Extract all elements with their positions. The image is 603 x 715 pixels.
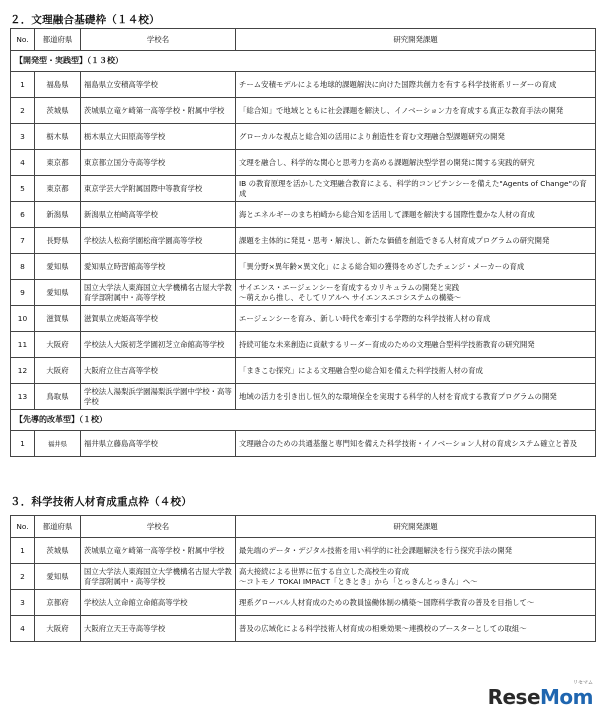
row-school: 福井県立藤島高等学校 [81, 431, 236, 457]
header-prefecture: 都道府県 [35, 29, 81, 51]
row-school: 愛知県立時習館高等学校 [81, 254, 236, 280]
group-row [11, 410, 596, 431]
group-row [11, 51, 596, 72]
row-prefecture: 大阪府 [35, 358, 81, 384]
header-prefecture: 都道府県 [35, 516, 81, 538]
section-title-kagaku: ３．科学技術人材育成重点枠（４校） [10, 496, 192, 508]
row-prefecture: 大阪府 [35, 616, 81, 642]
row-theme: 課題を主体的に発見・思考・解決し、新たな価値を創造できる人材育成プログラムの研究開発 [236, 228, 596, 254]
table-row [11, 280, 596, 306]
row-number: 8 [11, 254, 35, 280]
row-theme: 理系グローバル人材育成のための教員協働体制の構築～国際科学教育の普及を目指して～ [236, 590, 596, 616]
row-number: 6 [11, 202, 35, 228]
row-school: 福島県立安積高等学校 [81, 72, 236, 98]
row-number: 1 [11, 538, 35, 564]
row-prefecture: 茨城県 [35, 538, 81, 564]
table-row [11, 72, 596, 98]
table-kagaku [10, 515, 596, 642]
logo-text-rese: Rese [487, 685, 541, 709]
table-row [11, 98, 596, 124]
row-number: 7 [11, 228, 35, 254]
header-theme: 研究開発課題 [236, 516, 596, 538]
row-number: 13 [11, 384, 35, 410]
row-school: 国立大学法人東海国立大学機構名古屋大学教育学部附属中・高等学校 [81, 280, 236, 306]
table-row [11, 358, 596, 384]
row-prefecture: 福井県 [35, 431, 81, 457]
header-no: No. [11, 516, 35, 538]
table-row [11, 254, 596, 280]
table-row [11, 564, 596, 590]
row-theme: サイエンス・エージェンシーを育成するカリキュラムの開発と実践 ～萌えから推し、そしてリアルへ サイエンスエコシステムの構築～ [236, 280, 596, 306]
row-theme: 「総合知」で地域とともに社会課題を解決し、イノベーション力を育成する真正な教育手法の開発 [236, 98, 596, 124]
row-number: 4 [11, 616, 35, 642]
row-prefecture: 滋賀県 [35, 306, 81, 332]
table-kagaku-body [11, 538, 596, 642]
row-theme: チーム安積モデルによる地球的課題解決に向けた国際共創力を有する科学技術系リーダーの育成 [236, 72, 596, 98]
table-row [11, 306, 596, 332]
header-no: No. [11, 29, 35, 51]
row-theme: エージェンシーを育み、新しい時代を牽引する学際的な科学技術人材の育成 [236, 306, 596, 332]
row-number: 2 [11, 564, 35, 590]
row-prefecture: 愛知県 [35, 564, 81, 590]
row-prefecture: 長野県 [35, 228, 81, 254]
row-number: 12 [11, 358, 35, 384]
row-prefecture: 愛知県 [35, 254, 81, 280]
group-label: 【先導的改革型】（１校） [11, 410, 596, 431]
row-school: 滋賀県立虎姫高等学校 [81, 306, 236, 332]
row-theme: 持続可能な未来創造に貢献するリーダー育成のための文理融合型科学技術教育の研究開発 [236, 332, 596, 358]
table-row [11, 150, 596, 176]
row-number: 10 [11, 306, 35, 332]
row-school: 新潟県立柏崎高等学校 [81, 202, 236, 228]
row-school: 学校法人湯梨浜学園湯梨浜学園中学校・高等学校 [81, 384, 236, 410]
row-school: 茨城県立竜ケ崎第一高等学校・附属中学校 [81, 538, 236, 564]
row-number: 3 [11, 124, 35, 150]
header-school: 学校名 [81, 29, 236, 51]
row-school: 学校法人松商学園松商学園高等学校 [81, 228, 236, 254]
row-number: 2 [11, 98, 35, 124]
row-theme: 「まきこむ探究」による文理融合型の総合知を備えた科学技術人材の育成 [236, 358, 596, 384]
row-school: 大阪府立天王寺高等学校 [81, 616, 236, 642]
row-number: 1 [11, 72, 35, 98]
row-school: 大阪府立住吉高等学校 [81, 358, 236, 384]
row-school: 学校法人大阪初芝学園初芝立命館高等学校 [81, 332, 236, 358]
row-theme: 海とエネルギーのまち柏崎から総合知を活用して課題を解決する国際性豊かな人材の育成 [236, 202, 596, 228]
row-theme: IB の教育原理を活かした文理融合教育による、科学的コンピテンシーを備えた"Agents of Change"の育成 [236, 176, 596, 202]
table-bunri-body [11, 51, 596, 457]
row-prefecture: 東京都 [35, 150, 81, 176]
section-title-bunri: ２．文理融合基礎枠（１４校） [10, 14, 160, 26]
row-number: 5 [11, 176, 35, 202]
logo-subtext: リセマム [573, 680, 593, 686]
header-theme: 研究開発課題 [236, 29, 596, 51]
row-theme: グローカルな視点と総合知の活用により創造性を育む文理融合型課題研究の開発 [236, 124, 596, 150]
row-number: 4 [11, 150, 35, 176]
table-row [11, 176, 596, 202]
table-row [11, 590, 596, 616]
row-school: 学校法人立命館立命館高等学校 [81, 590, 236, 616]
table-row [11, 538, 596, 564]
row-theme: 文理融合のための共通基盤と専門知を備えた科学技術・イノベーション人材の育成システム確立と普及 [236, 431, 596, 457]
row-theme: 普及の広域化による科学技術人材育成の相乗効果～連携校のブースターとしての取組～ [236, 616, 596, 642]
row-school: 東京都立国分寺高等学校 [81, 150, 236, 176]
table-row [11, 431, 596, 457]
table-row [11, 384, 596, 410]
row-prefecture: 茨城県 [35, 98, 81, 124]
row-school: 茨城県立竜ケ崎第一高等学校・附属中学校 [81, 98, 236, 124]
row-school: 東京学芸大学附属国際中等教育学校 [81, 176, 236, 202]
row-number: 1 [11, 431, 35, 457]
row-prefecture: 東京都 [35, 176, 81, 202]
table-row [11, 332, 596, 358]
row-number: 9 [11, 280, 35, 306]
row-theme: 地域の活力を引き出し恒久的な環境保全を実現する科学的人材を育成する教育プログラムの開発 [236, 384, 596, 410]
row-number: 3 [11, 590, 35, 616]
row-school: 栃木県立大田原高等学校 [81, 124, 236, 150]
row-prefecture: 鳥取県 [35, 384, 81, 410]
row-number: 11 [11, 332, 35, 358]
table-row [11, 228, 596, 254]
table-row [11, 124, 596, 150]
row-prefecture: 愛知県 [35, 280, 81, 306]
row-prefecture: 栃木県 [35, 124, 81, 150]
resemom-logo [487, 680, 593, 709]
group-label: 【開発型・実践型】（１３校） [11, 51, 596, 72]
table-row [11, 202, 596, 228]
row-school: 国立大学法人東海国立大学機構名古屋大学教育学部附属中・高等学校 [81, 564, 236, 590]
row-theme: 「異分野×異年齢×異文化」による総合知の獲得をめざしたチェンジ・メーカーの育成 [236, 254, 596, 280]
row-prefecture: 京都府 [35, 590, 81, 616]
row-theme: 文理を融合し、科学的な関心と思考力を高める課題解決型学習の開発に関する実践的研究 [236, 150, 596, 176]
logo-text-mom: Mom [540, 685, 593, 709]
table-row [11, 616, 596, 642]
row-prefecture: 新潟県 [35, 202, 81, 228]
row-prefecture: 福島県 [35, 72, 81, 98]
header-school: 学校名 [81, 516, 236, 538]
row-prefecture: 大阪府 [35, 332, 81, 358]
table-bunri [10, 28, 596, 457]
row-theme: 高大接続による世界に伍する自立した高校生の育成 ～コトモノ TOKAI IMPACT「ときとき」から「とっきんとっきん」へ～ [236, 564, 596, 590]
row-theme: 最先端のデータ・デジタル技術を用い科学的に社会課題解決を行う探究手法の開発 [236, 538, 596, 564]
